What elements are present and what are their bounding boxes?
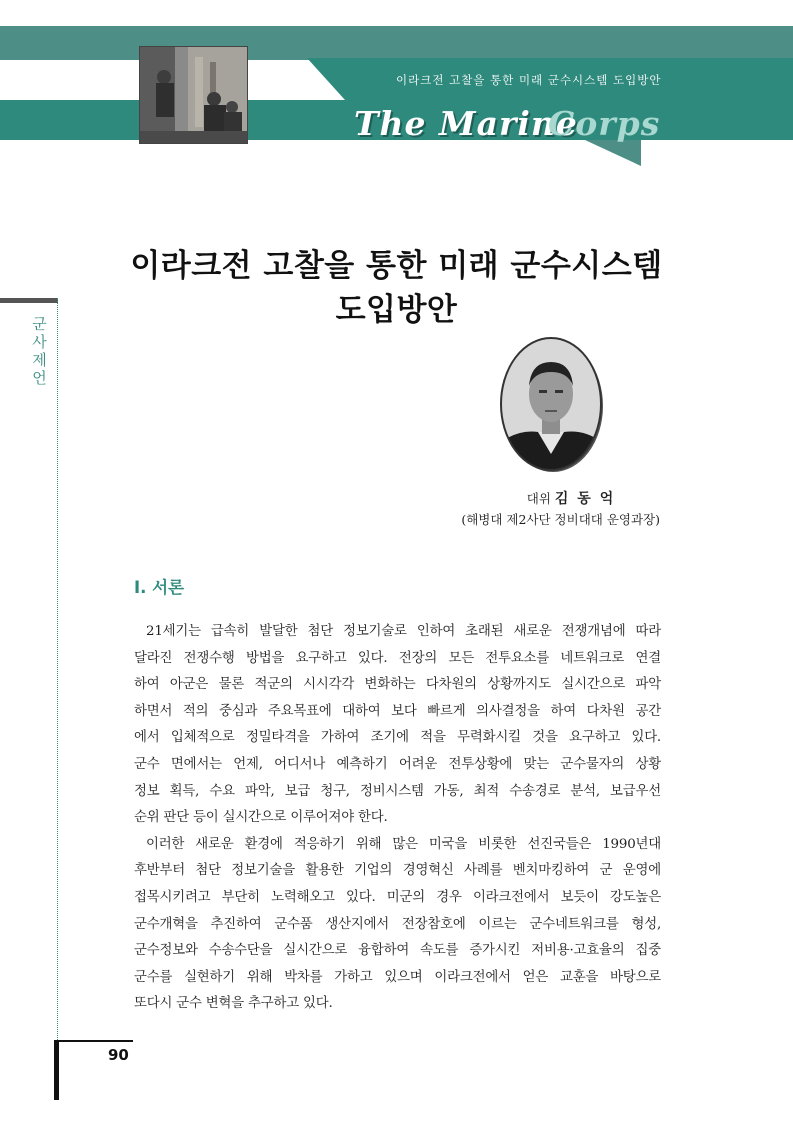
article-body [134, 619, 661, 1018]
header-subtitle: 이라크전 고찰을 통한 미래 군수시스템 도입방안 [396, 73, 662, 87]
body-line: 21세기는 급속히 발달한 첨단 정보기술로 인하여 초래된 새로운 전쟁개념에 따라 [146, 624, 661, 639]
header-brand-corps: Corps [548, 104, 661, 143]
body-line: 하면서 적의 중심과 주요목표에 대하여 보다 빠르게 의사결정을 하여 다차원 공간 [134, 703, 661, 719]
side-dotted-rule [57, 298, 58, 1040]
body-line: 군수정보와 수송수단을 실시간으로 융합하여 속도를 증가시킨 저비용·고효율의 집중 [134, 943, 661, 959]
body-line: 이러한 새로운 환경에 적응하기 위해 많은 미국을 비롯한 선진국들은 1990년대 [146, 836, 661, 852]
header-brand-marine: The Marine [354, 104, 578, 143]
side-section-label: 군사제언 [30, 316, 48, 388]
body-line: 에서 입체적으로 정밀타격을 가하여 조기에 적을 무력화시킬 것을 요구하고 있다. [134, 730, 661, 746]
article-title-line2: 도입방안 [335, 292, 458, 328]
author-rank: 대위 [526, 491, 551, 506]
header-soldiers-photo [139, 46, 248, 144]
body-line: 순위 판단 등이 실시간으로 이루어져야 한다. [134, 810, 388, 826]
body-line: 군수개혁을 추진하여 군수품 생산지에서 전장참호에 이르는 군수네트워크를 형성, [134, 916, 661, 932]
author-affiliation: (해병대 제2사단 정비대대 운영과장) [461, 512, 660, 527]
section-heading: Ⅰ. 서론 [134, 578, 185, 597]
page-number: 90 [108, 1046, 129, 1064]
body-line: 군수 면에서는 언제, 어디서나 예측하기 어려운 전투상황에 맞는 군수물자의 상황 [134, 756, 661, 772]
body-line: 정보 획득, 수요 파악, 보급 청구, 정비시스템 가동, 최적 수송경로 분석, 보급우선 [134, 783, 661, 799]
header-banner-triangle [585, 140, 641, 166]
body-line: 군수를 실현하기 위해 박차를 가하고 있으며 이라크전에서 얻은 교훈을 바탕으로 [134, 969, 661, 985]
body-line: 하여 아군은 물론 적군의 시시각각 변화하는 다차원의 상황까지도 실시간으로 파악 [134, 677, 661, 693]
author-byline [500, 488, 642, 508]
page-footer-bar [54, 1040, 59, 1100]
page-footer-rule [58, 1040, 133, 1042]
body-line: 달라진 전쟁수행 방법을 요구하고 있다. 전장의 모든 전투요소를 네트워크로 연결 [134, 650, 661, 666]
header-banner-top [0, 26, 793, 60]
body-line: 후반부터 첨단 정보기술을 활용한 기업의 경영혁신 사례를 벤치마킹하여 군 운영에 [134, 863, 661, 879]
side-tab-marker [0, 298, 58, 303]
author-name: 김 동 억 [554, 491, 616, 507]
article-title [100, 244, 693, 332]
article-title-line1: 이라크전 고찰을 통한 미래 군수시스템 [130, 248, 663, 284]
body-line: 접목시키려고 부단히 노력해오고 있다. 미군의 경우 이라크전에서 보듯이 강도높은 [134, 889, 661, 905]
author-portrait [498, 334, 604, 474]
body-line: 또다시 군수 변혁을 추구하고 있다. [134, 996, 333, 1012]
